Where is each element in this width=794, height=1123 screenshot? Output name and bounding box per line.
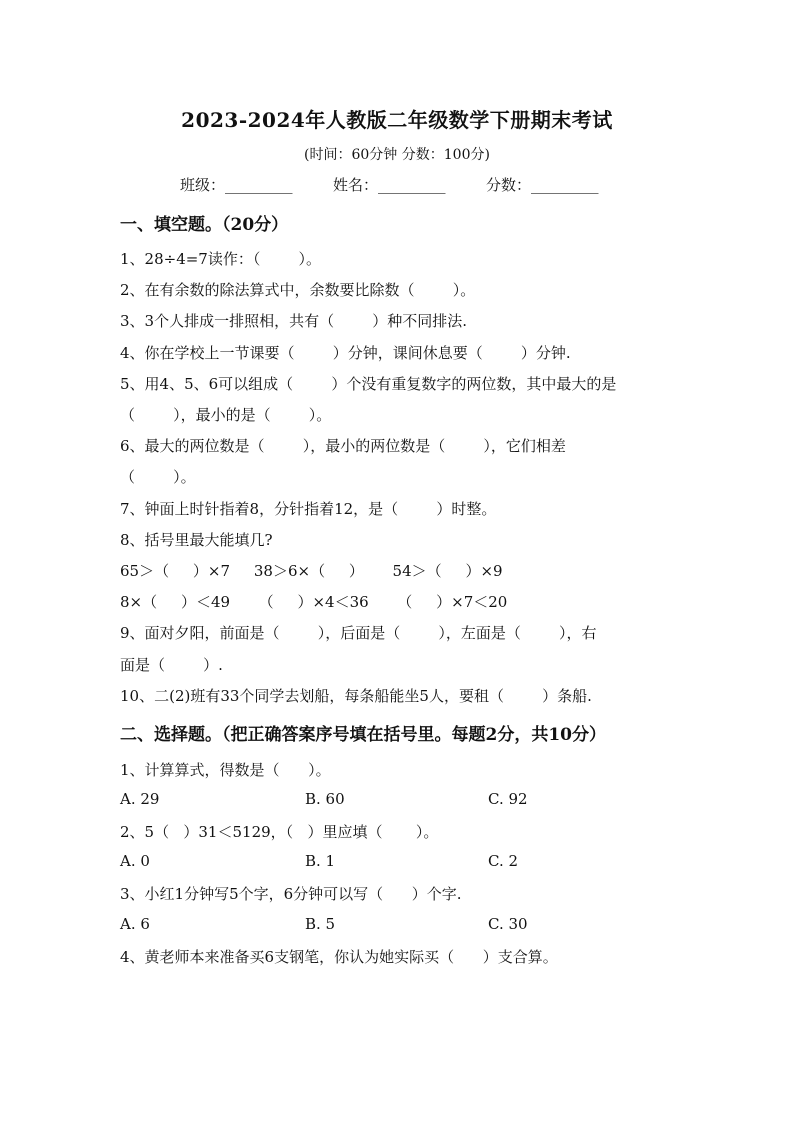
choice-question: 1、计算算式，得数是（ ）。: [120, 761, 331, 779]
question-line: 4、你在学校上一节课要（ ）分钟，课间休息要（ ）分钟.: [120, 344, 571, 362]
student-info-fields: [180, 174, 599, 195]
choice-option-b: B. 60: [305, 790, 345, 808]
question-line: 2、在有余数的除法算式中，余数要比除数（ ）。: [120, 281, 476, 299]
choice-option-c: C. 30: [488, 915, 528, 933]
choice-option-a: A. 29: [120, 790, 160, 808]
section2-heading: 二、选择题。（把正确答案序号填在括号里。每题2分，共10分）: [120, 725, 606, 745]
question-line: 5、用4、5、6可以组成（ ）个没有重复数字的两位数，其中最大的是: [120, 375, 617, 393]
question-line: 9、面对夕阳，前面是（ ），后面是（ ），左面是（ ），右: [120, 624, 597, 642]
choice-option-a: A. 6: [120, 915, 150, 933]
exam-title: 2023-2024年人教版二年级数学下册期末考试: [181, 108, 613, 132]
question-line: 65＞（ ）×7 38＞6×（ ） 54＞（ ）×9: [120, 562, 503, 580]
question-line: 10、二(2)班有33个同学去划船，每条船能坐5人，要租（ ）条船.: [120, 687, 592, 705]
class-field: 班级：_________: [180, 176, 293, 194]
choice-option-c: C. 92: [488, 790, 528, 808]
choice-option-a: A. 0: [120, 852, 150, 870]
exam-subtitle: (时间：60分钟 分数：100分): [304, 147, 490, 163]
score-field: 分数：_________: [486, 176, 599, 194]
name-field: 姓名：_________: [333, 176, 446, 194]
section1-heading: 一、填空题。（20分）: [120, 215, 289, 235]
question-line: 7、钟面上时针指着8，分针指着12，是（ ）时整。: [120, 500, 497, 518]
choice-question: 2、5（ ）31＜5129，（ ）里应填（ ）。: [120, 823, 439, 841]
question-line: （ ）。: [120, 468, 196, 486]
question-line: （ ），最小的是（ ）。: [120, 406, 332, 424]
question-line: 面是（ ）.: [120, 656, 223, 674]
choice-option-b: B. 1: [305, 852, 336, 870]
choice-option-c: C. 2: [488, 852, 519, 870]
question-line: 3、3个人排成一排照相，共有（ ）种不同排法.: [120, 312, 468, 330]
question-line: 8×（ ）＜49 （ ）×4＜36 （ ）×7＜20: [120, 593, 508, 611]
choice-option-b: B. 5: [305, 915, 336, 933]
question-line: 1、28÷4=7读作：（ ）。: [120, 250, 321, 268]
choice-question: 3、小红1分钟写5个字，6分钟可以写（ ）个字.: [120, 885, 462, 903]
choice-question: 4、黄老师本来准备买6支钢笔，你认为她实际买（ ）支合算。: [120, 948, 558, 966]
question-line: 6、最大的两位数是（ ），最小的两位数是（ ），它们相差: [120, 437, 566, 455]
question-line: 8、括号里最大能填几?: [120, 531, 273, 549]
